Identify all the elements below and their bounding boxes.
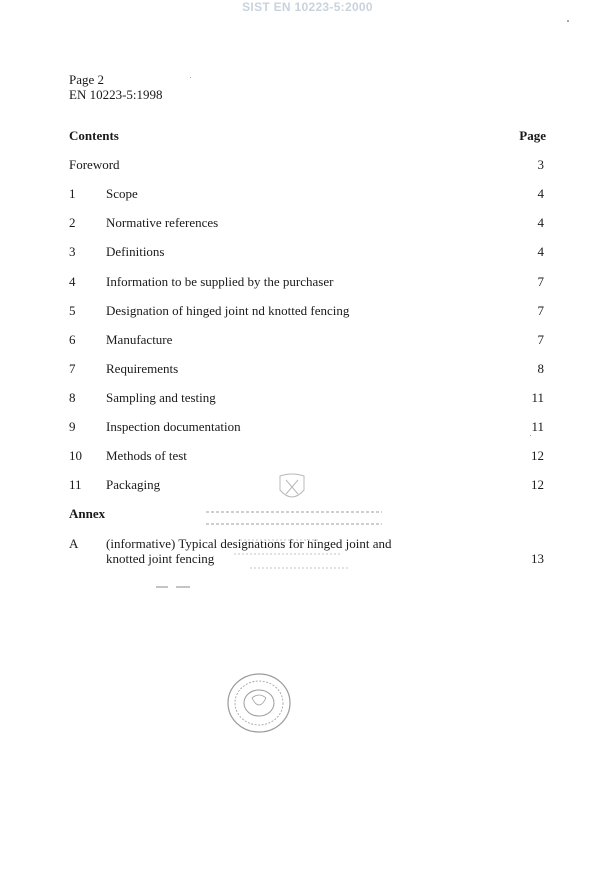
toc-entry-number: 3 [69,244,76,259]
toc-entry-page: 12 [531,477,544,492]
toc-entry-6[interactable] [69,332,546,350]
toc-entry-page: 8 [537,361,544,376]
toc-entry-page: 11 [531,390,544,405]
toc-entry-page: 13 [531,551,544,566]
toc-entry-page: 7 [537,274,544,289]
toc-entry-page: 12 [531,448,544,463]
document-watermark: SIST EN 10223-5:2000 [242,0,373,14]
annex-title-line-1: (informative) Typical designations for hinged joint and [106,536,392,551]
toc-entry-title: Requirements [106,361,179,376]
toc-entry-number: 10 [69,448,82,463]
toc-entry-page: 7 [537,332,544,347]
toc-entry-title: Inspection documentation [106,419,241,434]
toc-entry-title: Methods of test [106,448,187,463]
faint-institute-stamp [200,470,390,590]
scan-speck [530,435,531,436]
toc-entry-page: 7 [537,303,544,318]
annex-title-line-2: knotted joint fencing [106,551,215,566]
toc-entry-title: Scope [106,186,138,201]
toc-entry-title: Designation of hinged joint nd knotted fencing [106,303,350,318]
toc-entry-number: 2 [69,215,76,230]
toc-entry-number: 9 [69,419,76,434]
toc-entry-number: 5 [69,303,76,318]
toc-entry-number: 7 [69,361,76,376]
toc-entry-number: 8 [69,390,76,405]
small-stamp-mark [150,580,200,594]
toc-entry-page: 4 [537,244,544,259]
toc-entry-number: 1 [69,186,76,201]
contents-heading-row [69,128,546,146]
toc-entry-page: 4 [537,186,544,201]
scan-speck [567,20,569,22]
toc-entry-page: 4 [537,215,544,230]
round-seal [224,670,294,736]
toc-entry-2[interactable] [69,215,546,233]
toc-entry-9[interactable] [69,419,546,437]
annex-heading: Annex [69,506,106,521]
toc-entry-title: Information to be supplied by the purchaser [106,274,334,289]
toc-entry-page: 3 [537,157,544,172]
toc-entry-number: A [69,536,79,551]
toc-entry-1[interactable] [69,186,546,204]
toc-entry-number: 6 [69,332,76,347]
toc-entry-foreword[interactable] [69,157,546,175]
standard-id-header: EN 10223-5:1998 [69,87,163,102]
toc-entry-title: Manufacture [106,332,173,347]
toc-entry-title: Foreword [69,157,120,172]
toc-entry-title: Packaging [106,477,161,492]
toc-entry-page: 11 [531,419,544,434]
toc-entry-number: 4 [69,274,76,289]
toc-entry-7[interactable] [69,361,546,379]
toc-entry-8[interactable] [69,390,546,408]
toc-entry-3[interactable] [69,244,546,262]
toc-entry-number: 11 [69,477,82,492]
toc-entry-title: Definitions [106,244,165,259]
contents-heading: Contents [69,128,119,143]
page-column-heading: Page [519,128,546,143]
toc-entry-title: Normative references [106,215,219,230]
toc-entry-5[interactable] [69,303,546,321]
page-number-header: Page 2 [69,72,105,87]
toc-entry-10[interactable] [69,448,546,466]
toc-entry-title: Sampling and testing [106,390,216,405]
toc-entry-4[interactable] [69,274,546,292]
scan-speck [190,77,191,78]
